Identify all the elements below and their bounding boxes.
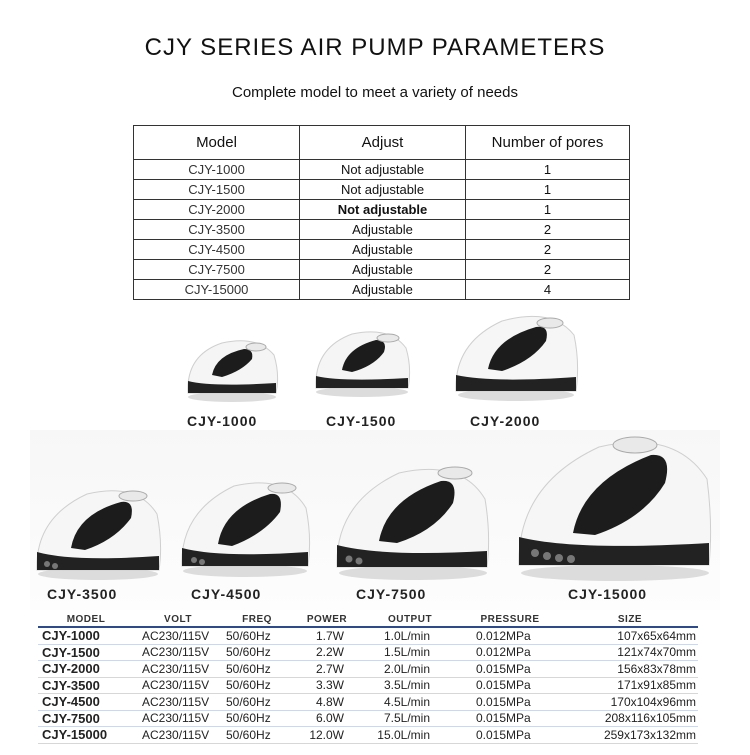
cell-adjust: Adjustable	[300, 220, 466, 240]
product-label: CJY-7500	[356, 586, 427, 602]
cell-adjust: Not adjustable	[300, 180, 466, 200]
cell-pores: 2	[466, 260, 630, 280]
cell-volt: AC230/115V	[134, 661, 222, 678]
cell-size: 208x116x105mm	[562, 710, 698, 727]
table-row	[38, 628, 698, 644]
cell-pores: 2	[466, 220, 630, 240]
product-label: CJY-3500	[47, 586, 118, 602]
table-row	[134, 280, 630, 300]
cell-output: 15.0L/min	[362, 727, 458, 744]
cell-model: CJY-3500	[134, 220, 300, 240]
cell-size: 259x173x132mm	[562, 727, 698, 744]
spec-table-header	[38, 612, 698, 626]
cell-pressure: 0.015MPa	[458, 727, 562, 744]
pump-image-cjy-2000	[452, 303, 580, 403]
cell-pores: 1	[466, 200, 630, 220]
cell-power: 1.7W	[292, 628, 362, 644]
table-row	[134, 180, 630, 200]
table-row	[134, 160, 630, 180]
cell-model: CJY-4500	[38, 694, 134, 711]
table-row	[38, 694, 698, 711]
product-label: CJY-1000	[187, 413, 258, 429]
cell-output: 2.0L/min	[362, 661, 458, 678]
cell-pressure: 0.012MPa	[458, 644, 562, 661]
cell-model: CJY-1500	[38, 644, 134, 661]
pump-image-cjy-1500	[312, 318, 412, 400]
cell-adjust: Not adjustable	[300, 200, 466, 220]
table-row	[38, 677, 698, 694]
cell-freq: 50/60Hz	[222, 727, 292, 744]
pump-image-cjy-4500	[178, 470, 313, 580]
cell-pressure: 0.015MPa	[458, 710, 562, 727]
cell-volt: AC230/115V	[134, 710, 222, 727]
table-row	[38, 661, 698, 678]
cell-volt: AC230/115V	[134, 628, 222, 644]
cell-model: CJY-1000	[38, 628, 134, 644]
product-label: CJY-2000	[470, 413, 541, 429]
product-label: CJY-15000	[568, 586, 648, 602]
cell-pressure: 0.015MPa	[458, 677, 562, 694]
cell-size: 107x65x64mm	[562, 628, 698, 644]
cell-volt: AC230/115V	[134, 677, 222, 694]
cell-freq: 50/60Hz	[222, 694, 292, 711]
cell-model: CJY-3500	[38, 677, 134, 694]
header-adjust: Adjust	[300, 126, 466, 160]
cell-adjust: Adjustable	[300, 240, 466, 260]
cell-output: 1.5L/min	[362, 644, 458, 661]
cell-model: CJY-2000	[38, 661, 134, 678]
cell-power: 6.0W	[292, 710, 362, 727]
pump-image-cjy-1000	[182, 325, 282, 405]
product-label: CJY-4500	[191, 586, 262, 602]
header-pores: Number of pores	[466, 126, 630, 160]
summary-table	[133, 125, 630, 300]
cell-power: 2.2W	[292, 644, 362, 661]
header-volt: VOLT	[164, 613, 192, 625]
header-freq: FREQ	[242, 613, 272, 625]
table-row	[134, 220, 630, 240]
cell-model: CJY-7500	[38, 710, 134, 727]
spec-table	[38, 612, 698, 744]
cell-freq: 50/60Hz	[222, 661, 292, 678]
header-power: POWER	[306, 613, 348, 625]
cell-output: 7.5L/min	[362, 710, 458, 727]
cell-size: 170x104x96mm	[562, 694, 698, 711]
cell-output: 4.5L/min	[362, 694, 458, 711]
cell-freq: 50/60Hz	[222, 644, 292, 661]
table-row	[134, 200, 630, 220]
header-model: MODEL	[66, 613, 106, 625]
table-row	[38, 710, 698, 727]
table-row	[38, 644, 698, 661]
header-pressure: PRESSURE	[480, 613, 540, 625]
cell-adjust: Adjustable	[300, 260, 466, 280]
cell-model: CJY-15000	[134, 280, 300, 300]
cell-power: 12.0W	[292, 727, 362, 744]
cell-model: CJY-1500	[134, 180, 300, 200]
cell-pores: 2	[466, 240, 630, 260]
table-row	[134, 240, 630, 260]
cell-pores: 1	[466, 180, 630, 200]
cell-output: 1.0L/min	[362, 628, 458, 644]
cell-volt: AC230/115V	[134, 694, 222, 711]
table-row	[38, 727, 698, 744]
cell-pressure: 0.015MPa	[458, 661, 562, 678]
cell-adjust: Adjustable	[300, 280, 466, 300]
cell-power: 4.8W	[292, 694, 362, 711]
cell-size: 171x91x85mm	[562, 677, 698, 694]
cell-adjust: Not adjustable	[300, 160, 466, 180]
cell-volt: AC230/115V	[134, 644, 222, 661]
cell-freq: 50/60Hz	[222, 710, 292, 727]
header-output: OUTPUT	[387, 613, 433, 625]
cell-freq: 50/60Hz	[222, 677, 292, 694]
cell-pores: 1	[466, 160, 630, 180]
cell-model: CJY-15000	[38, 727, 134, 744]
cell-model: CJY-4500	[134, 240, 300, 260]
cell-output: 3.5L/min	[362, 677, 458, 694]
cell-size: 121x74x70mm	[562, 644, 698, 661]
cell-model: CJY-2000	[134, 200, 300, 220]
product-label: CJY-1500	[326, 413, 397, 429]
pump-image-cjy-3500	[33, 478, 163, 583]
cell-freq: 50/60Hz	[222, 628, 292, 644]
pump-image-cjy-7500	[333, 455, 493, 583]
cell-volt: AC230/115V	[134, 727, 222, 744]
pump-image-cjy-15000	[515, 425, 715, 585]
cell-pores: 4	[466, 280, 630, 300]
table-row	[134, 260, 630, 280]
summary-table-header	[134, 126, 630, 160]
cell-pressure: 0.012MPa	[458, 628, 562, 644]
page-title: CJY SERIES AIR PUMP PARAMETERS	[144, 34, 606, 61]
cell-model: CJY-1000	[134, 160, 300, 180]
cell-power: 3.3W	[292, 677, 362, 694]
cell-size: 156x83x78mm	[562, 661, 698, 678]
cell-power: 2.7W	[292, 661, 362, 678]
header-size: SIZE	[617, 613, 643, 625]
cell-model: CJY-7500	[134, 260, 300, 280]
page-subtitle: Complete model to meet a variety of needs	[232, 84, 518, 101]
cell-pressure: 0.015MPa	[458, 694, 562, 711]
header-model: Model	[134, 126, 300, 160]
